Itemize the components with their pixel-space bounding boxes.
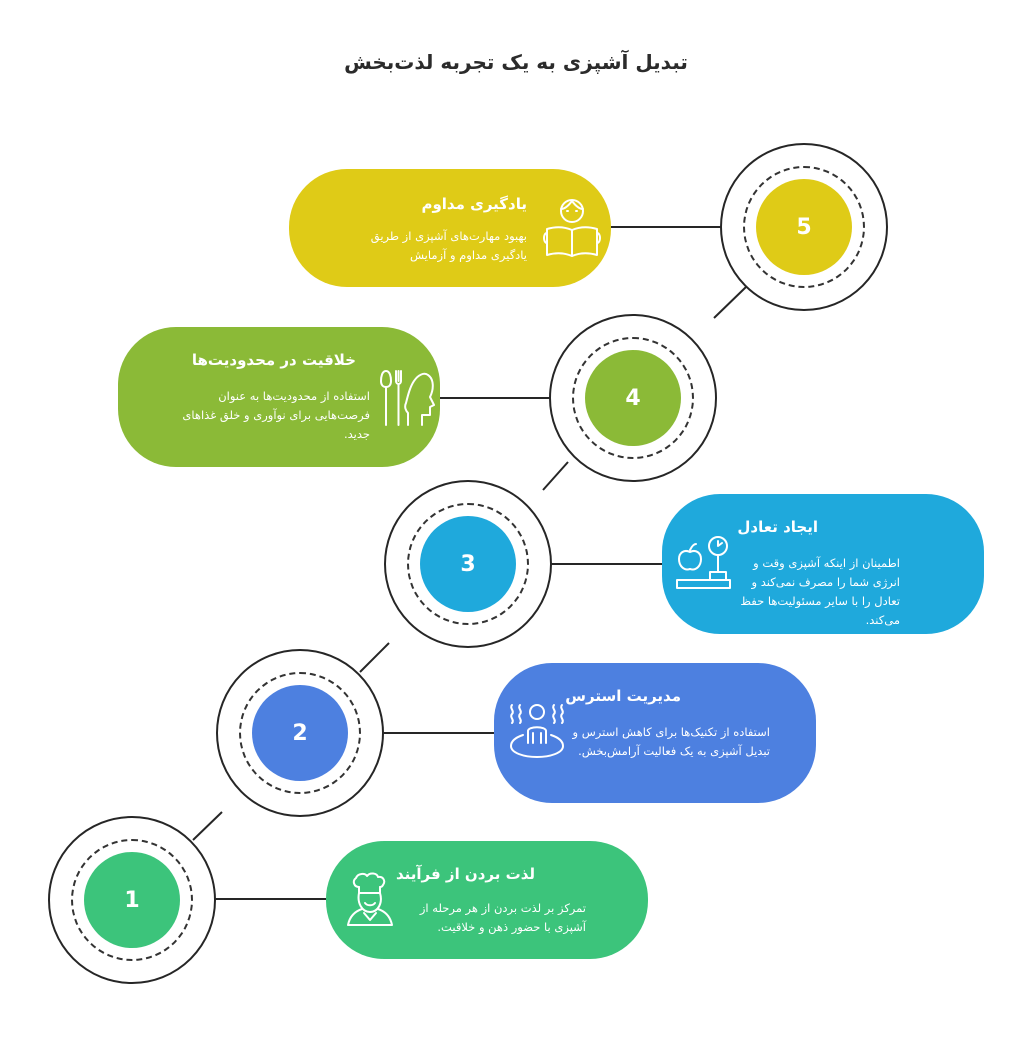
step-5-card	[289, 169, 611, 287]
step-5-number: 5	[756, 179, 852, 275]
step-4-title: خلاقیت در محدودیت‌ها	[191, 351, 356, 369]
chef-icon	[342, 871, 398, 935]
step-3-description: اطمینان از اینکه آشپزی وقت و انرژی شما را مصرف نمی‌کند و تعادل را با سایر مسئولیت‌ها حفظ می‌کند.	[740, 556, 900, 627]
step-1-card	[326, 841, 648, 959]
step-3-title: ایجاد تعادل	[737, 518, 818, 536]
step-4-card	[118, 327, 440, 467]
step-3-card	[662, 494, 984, 634]
relaxation-icon	[506, 701, 568, 767]
step-2-number: 2	[252, 685, 348, 781]
step-2-title: مدیریت استرس	[565, 687, 681, 705]
step-1-title: لذت بردن از فرآیند	[396, 865, 535, 883]
step-5-description: بهبود مهارت‌های آشپزی از طریق یادگیری مداوم و آزمایش	[370, 229, 527, 262]
scale-apple-icon	[674, 532, 736, 600]
reading-book-icon	[541, 195, 603, 263]
step-1-number: 1	[84, 852, 180, 948]
step-2-card	[494, 663, 816, 803]
step-5-title: یادگیری مداوم	[421, 195, 527, 213]
step-4-number: 4	[585, 350, 681, 446]
step-1-description: تمرکز بر لذت بردن از هر مرحله از آشپزی با حضور ذهن و خلاقیت.	[419, 901, 586, 934]
step-4-description: استفاده از محدودیت‌ها به عنوان فرصت‌هایی برای نوآوری و خلق غذاهای جدید.	[182, 389, 370, 441]
step-3-number: 3	[420, 516, 516, 612]
head-fork-icon	[376, 367, 438, 435]
step-2-description: استفاده از تکنیک‌ها برای کاهش استرس و تبدیل آشپزی به یک فعالیت آرامش‌بخش.	[572, 725, 770, 758]
diagram-title: تبدیل آشپزی به یک تجربه لذت‌بخش	[344, 50, 688, 74]
